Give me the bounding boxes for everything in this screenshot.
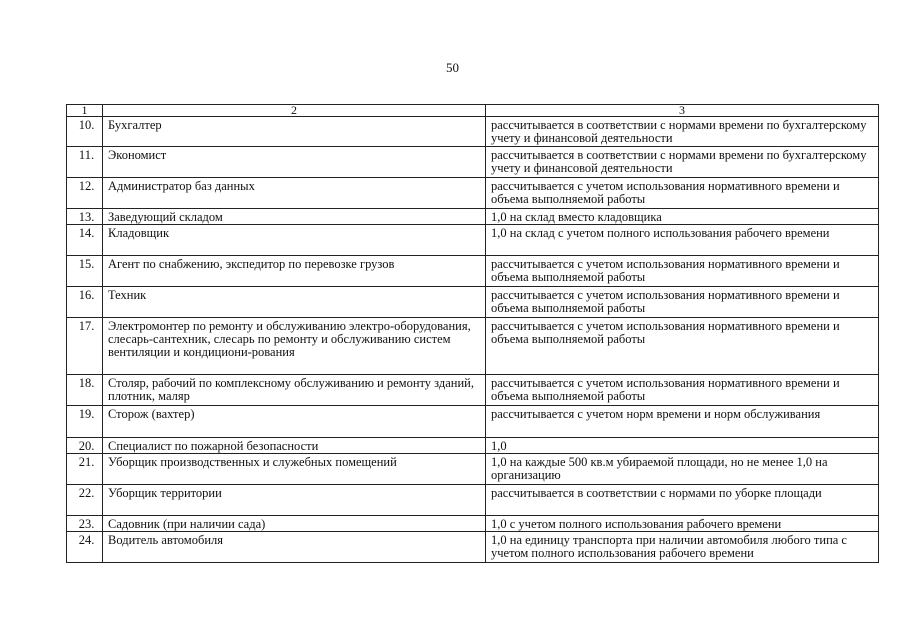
position-name: Уборщик производственных и служебных помещений	[103, 454, 486, 485]
position-name: Столяр, рабочий по комплексному обслуживанию и ремонту зданий, плотник, маляр	[103, 375, 486, 406]
row-number-text: 20.	[78, 439, 95, 453]
table-row	[67, 485, 879, 516]
row-number	[67, 454, 103, 485]
staffing-table	[66, 104, 879, 563]
row-number-text: 18.	[78, 376, 95, 390]
staffing-norm: 1,0 на единицу транспорта при наличии автомобиля любого типа с учетом полного использования рабочего времени	[486, 532, 879, 563]
table-row	[67, 147, 879, 178]
page-number: 50	[446, 60, 459, 75]
staffing-norm: рассчитывается с учетом использования нормативного времени и объема выполняемой работы	[486, 375, 879, 406]
row-number	[67, 147, 103, 178]
row-number-text: 19.	[78, 407, 95, 421]
row-number-text: 12.	[78, 179, 95, 193]
staffing-norm: рассчитывается с учетом использования нормативного времени и объема выполняемой работы	[486, 178, 879, 209]
row-number	[67, 406, 103, 438]
row-number-text: 24.	[78, 533, 95, 547]
row-number	[67, 209, 103, 225]
row-number-text: 21.	[78, 455, 95, 469]
staffing-norm: рассчитывается в соответствии с нормами по уборке площади	[486, 485, 879, 516]
row-number	[67, 438, 103, 454]
position-name: Садовник (при наличии сада)	[103, 516, 486, 532]
row-number	[67, 256, 103, 287]
header-col-2: 2	[103, 105, 486, 117]
table-row	[67, 178, 879, 209]
position-name: Администратор баз данных	[103, 178, 486, 209]
staffing-norm: рассчитывается в соответствии с нормами времени по бухгалтерскому учету и финансовой деятельности	[486, 117, 879, 147]
table-row	[67, 256, 879, 287]
row-number-text: 17.	[78, 319, 95, 333]
position-name: Заведующий складом	[103, 209, 486, 225]
table-row	[67, 516, 879, 532]
row-number	[67, 485, 103, 516]
staffing-norm: 1,0 на каждые 500 кв.м убираемой площади, но не менее 1,0 на организацию	[486, 454, 879, 485]
staffing-table-body	[67, 105, 879, 563]
staffing-norm: рассчитывается в соответствии с нормами времени по бухгалтерскому учету и финансовой деятельности	[486, 147, 879, 178]
table-header-row	[67, 105, 879, 117]
row-number	[67, 516, 103, 532]
staffing-norm: 1,0 на склад с учетом полного использования рабочего времени	[486, 225, 879, 256]
position-name: Экономист	[103, 147, 486, 178]
staffing-norm: рассчитывается с учетом использования нормативного времени и объема выполняемой работы	[486, 256, 879, 287]
row-number-text: 23.	[78, 517, 95, 531]
table-row	[67, 209, 879, 225]
staffing-norm: рассчитывается с учетом использования нормативного времени и объема выполняемой работы	[486, 318, 879, 375]
row-number-text: 16.	[78, 288, 95, 302]
position-name: Кладовщик	[103, 225, 486, 256]
header-col-3: 3	[486, 105, 879, 117]
row-number	[67, 225, 103, 256]
position-name: Электромонтер по ремонту и обслуживанию электро-оборудования, слесарь-сантехник, слесарь по ремонту и обслуживанию систем вентиляции и кондициони-рования	[103, 318, 486, 375]
table-row	[67, 454, 879, 485]
staffing-norm: 1,0 с учетом полного использования рабочего времени	[486, 516, 879, 532]
staffing-norm: 1,0 на склад вместо кладовщика	[486, 209, 879, 225]
position-name: Специалист по пожарной безопасности	[103, 438, 486, 454]
row-number-text: 14.	[78, 226, 95, 240]
staffing-norm: рассчитывается с учетом норм времени и норм обслуживания	[486, 406, 879, 438]
row-number	[67, 287, 103, 318]
row-number	[67, 117, 103, 147]
row-number	[67, 318, 103, 375]
position-name: Техник	[103, 287, 486, 318]
row-number-text: 10.	[78, 118, 95, 132]
header-col-1: 1	[67, 105, 103, 117]
table-row	[67, 117, 879, 147]
row-number-text: 15.	[78, 257, 95, 271]
row-number-text: 13.	[78, 210, 95, 224]
position-name: Сторож (вахтер)	[103, 406, 486, 438]
staffing-norm: 1,0	[486, 438, 879, 454]
position-name: Уборщик территории	[103, 485, 486, 516]
position-name: Бухгалтер	[103, 117, 486, 147]
row-number	[67, 532, 103, 563]
table-row	[67, 225, 879, 256]
row-number	[67, 178, 103, 209]
row-number-text: 11.	[78, 148, 95, 162]
row-number-text: 22.	[78, 486, 95, 500]
table-row	[67, 438, 879, 454]
position-name: Агент по снабжению, экспедитор по перевозке грузов	[103, 256, 486, 287]
position-name: Водитель автомобиля	[103, 532, 486, 563]
table-row	[67, 287, 879, 318]
table-row	[67, 532, 879, 563]
table-row	[67, 318, 879, 375]
staffing-norm: рассчитывается с учетом использования нормативного времени и объема выполняемой работы	[486, 287, 879, 318]
row-number	[67, 375, 103, 406]
table-row	[67, 406, 879, 438]
table-row	[67, 375, 879, 406]
